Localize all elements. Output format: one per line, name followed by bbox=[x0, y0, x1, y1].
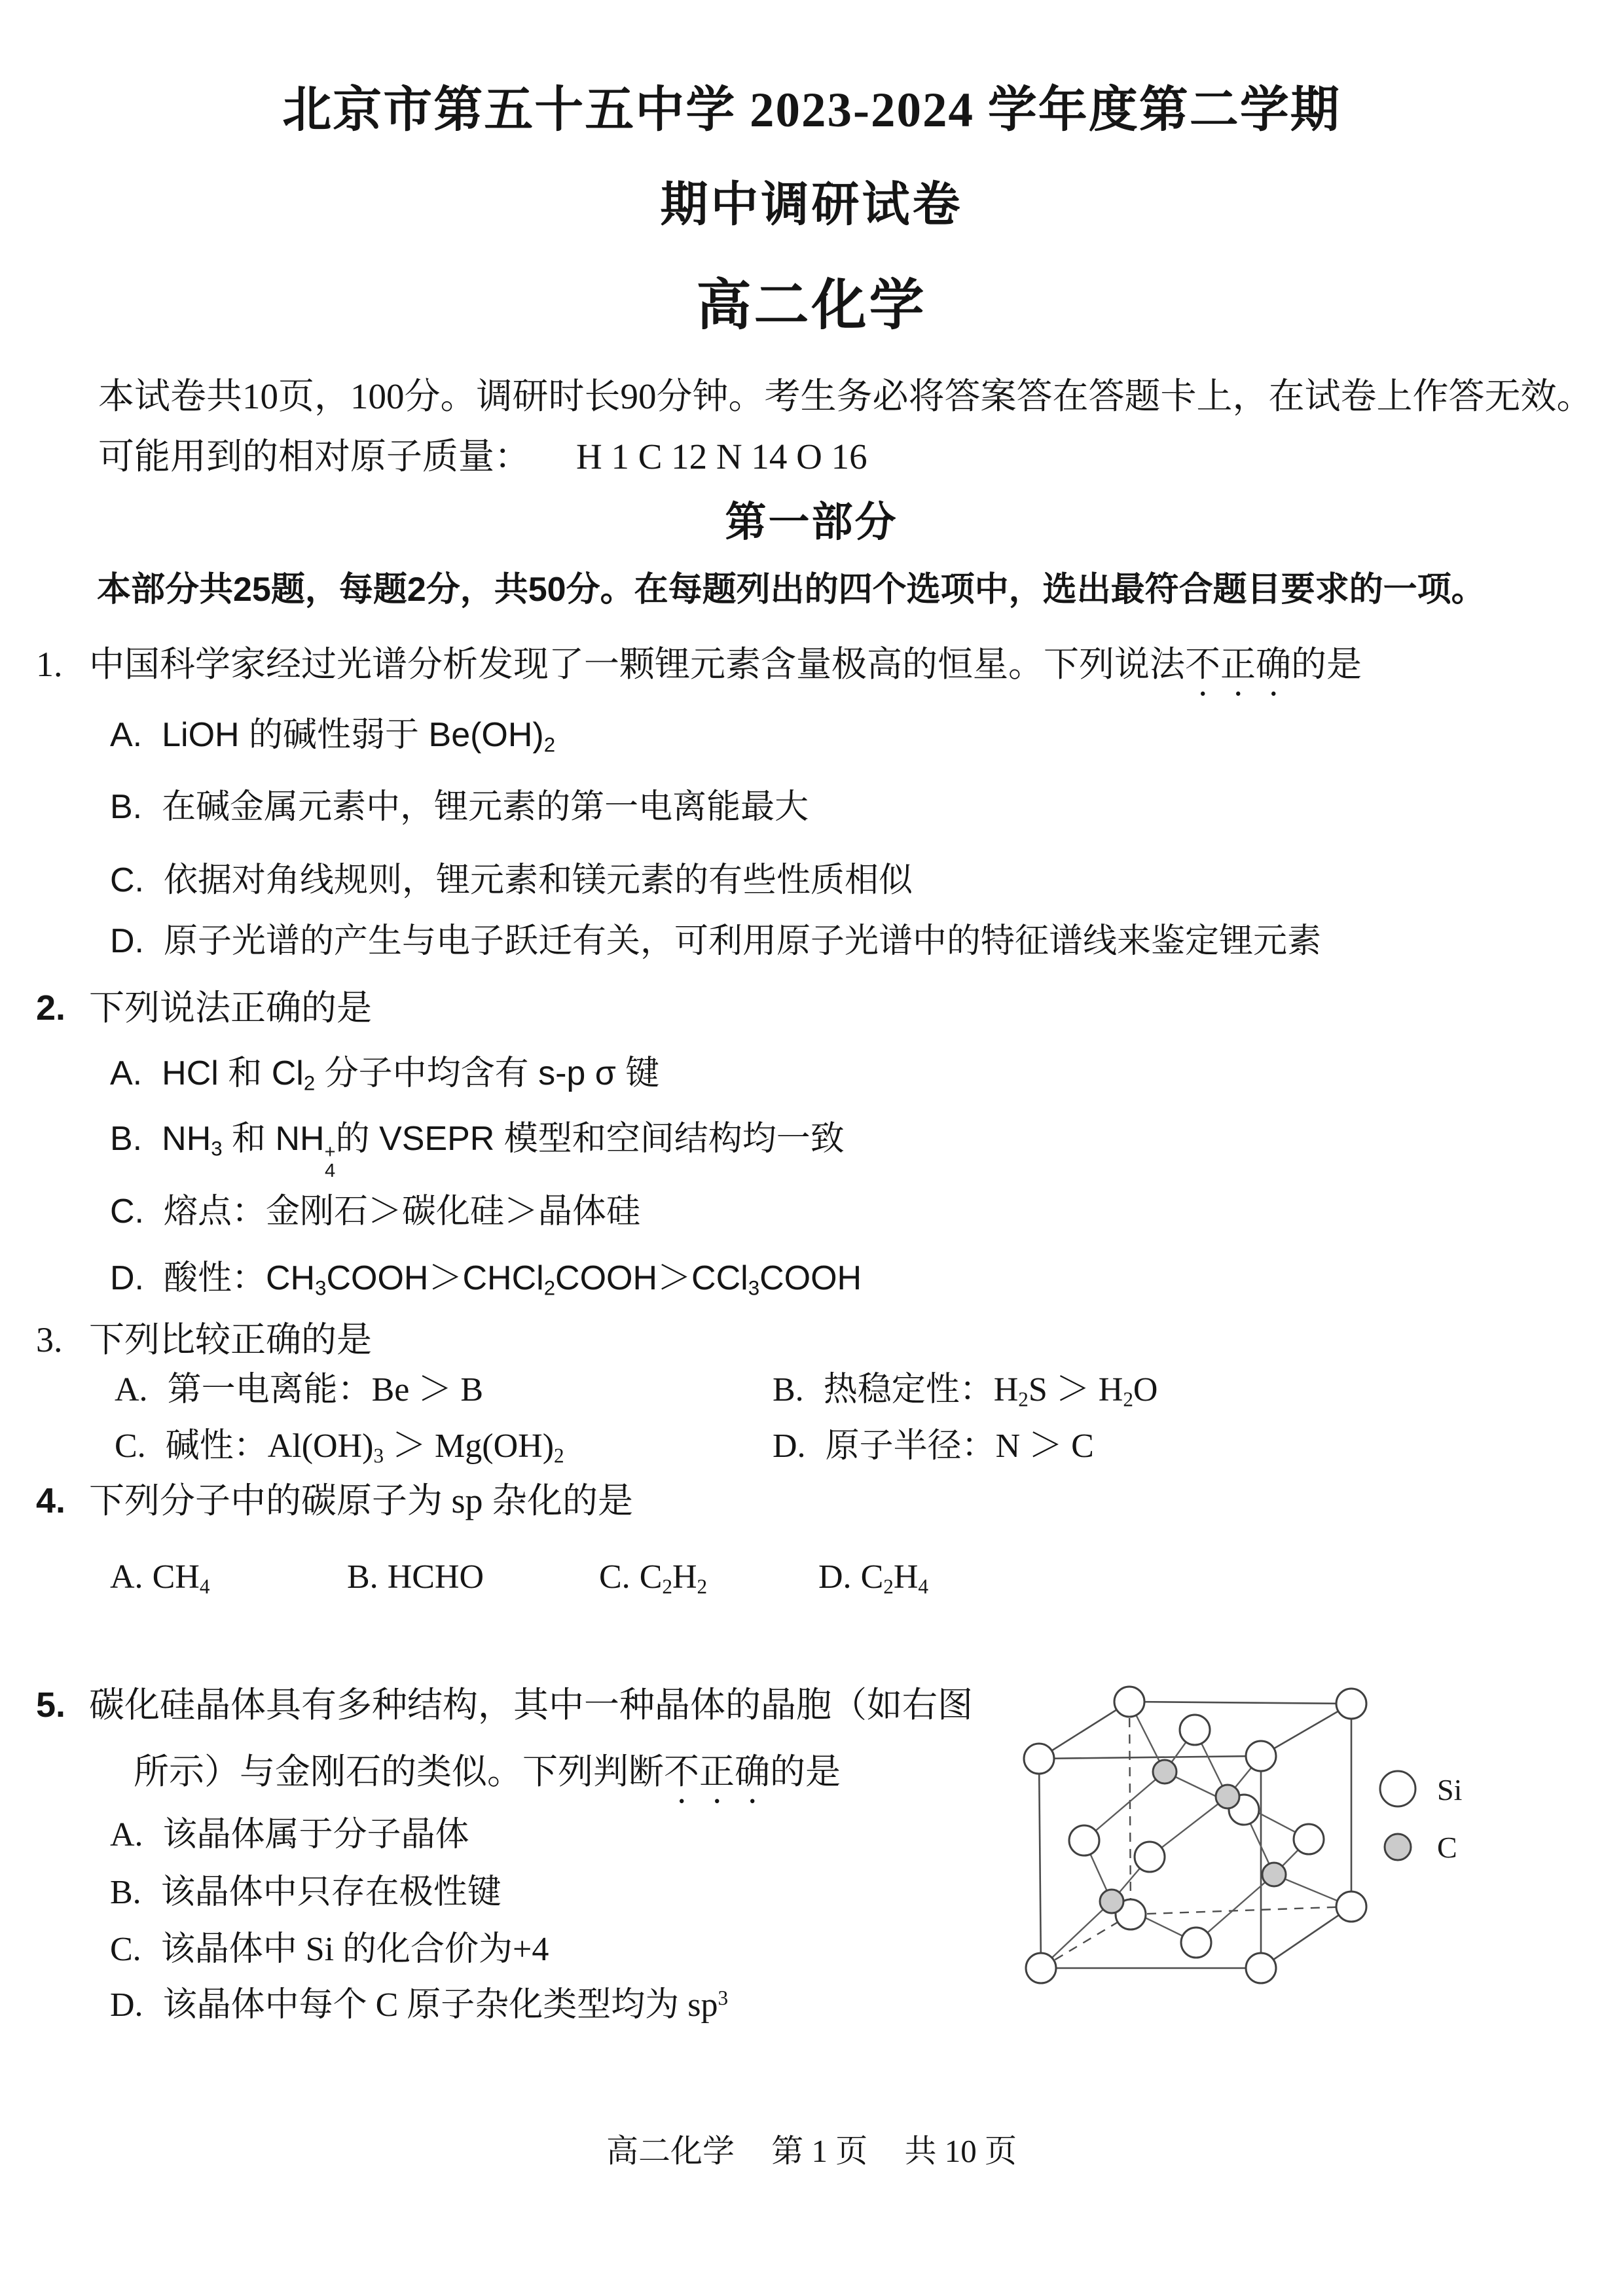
option-label: B. bbox=[110, 1120, 143, 1158]
option-label: B. bbox=[110, 1874, 141, 1911]
question-3-option-a bbox=[115, 1368, 483, 1412]
option-text: 该晶体中只存在极性键 bbox=[160, 1874, 501, 1911]
atomic-mass-line bbox=[98, 433, 867, 480]
question-4-option-a bbox=[110, 1555, 210, 1600]
question-5-stem-line2: 所示）与金刚石的类似。下列判断不正确的是 bbox=[134, 1752, 841, 1791]
question-2-option-a bbox=[110, 1052, 659, 1097]
question-1-option-c bbox=[110, 859, 913, 903]
option-text: HCHO bbox=[387, 1558, 484, 1596]
question-2-option-c bbox=[110, 1190, 640, 1234]
question-1-stem: 中国科学家经过光谱分析发现了一颗锂元素含量极高的恒星。下列说法不正确的是 bbox=[89, 645, 1362, 684]
option-text: 第一电离能：Be ＞ B bbox=[167, 1371, 484, 1408]
question-4-option-b bbox=[347, 1555, 484, 1600]
option-text: 碱性：$Al(OH)_3 > Mg(OH)_2$ bbox=[165, 1427, 564, 1467]
option-label: D. bbox=[110, 922, 144, 960]
option-text: 酸性：$CH_3COOH>CHCl_2COOH>CCl_3COOH$ bbox=[164, 1259, 862, 1300]
option-label: C. bbox=[110, 1193, 144, 1230]
question-4-number: 4. bbox=[36, 1481, 66, 1520]
atomic-mass-values: H 1 C 12 N 14 O 16 bbox=[576, 437, 867, 476]
option-text: 热稳定性：$H_2S > H_2O$ bbox=[823, 1371, 1158, 1411]
option-label: C. bbox=[110, 1931, 141, 1968]
exam-notice: 本试卷共10页，100分。调研时长90分钟。考生务必将答案答在答题卡上，在试卷上作答无效。 bbox=[98, 376, 1593, 416]
question-1-number: 1. bbox=[36, 645, 63, 684]
option-text: HCl 和 $Cl_2$ 分子中均含有 s-p σ 键 bbox=[162, 1054, 660, 1095]
question-2-number: 2. bbox=[36, 988, 66, 1028]
option-label: B. bbox=[110, 788, 143, 826]
option-label: A. bbox=[115, 1371, 148, 1408]
option-text: 依据对角线规则，锂元素和镁元素的有些性质相似 bbox=[164, 861, 913, 899]
option-label: D. bbox=[110, 1259, 144, 1297]
option-text: 该晶体中 Si 的化合价为+4 bbox=[160, 1931, 549, 1968]
option-label: D. bbox=[773, 1427, 806, 1465]
footer-page: 第 1 页 bbox=[771, 2133, 868, 2169]
legend-si-icon bbox=[1380, 1771, 1415, 1806]
question-5-option-c bbox=[110, 1928, 549, 1972]
question-3-stem: 下列比较正确的是 bbox=[89, 1320, 372, 1359]
option-label: C. bbox=[115, 1427, 146, 1465]
question-2-option-d bbox=[110, 1257, 862, 1302]
section-instructions: 本部分共25题，每题2分，共50分。在每题列出的四个选项中，选出最符合题目要求的一项。 bbox=[97, 571, 1486, 609]
question-4-stem: 下列分子中的碳原子为 sp 杂化的是 bbox=[89, 1481, 634, 1520]
question-5-option-b bbox=[110, 1871, 501, 1915]
option-text: $C_2H_2$ bbox=[639, 1558, 708, 1598]
question-3-option-c bbox=[115, 1424, 564, 1469]
option-text: 原子光谱的产生与电子跃迁有关，可利用原子光谱中的特征谱线来鉴定锂元素 bbox=[164, 922, 1322, 960]
option-text: $NH_3$ 和 NH + 4 的 VSEPR 模型和空间结构均一致 bbox=[162, 1120, 845, 1182]
question-3-option-d bbox=[773, 1424, 1094, 1469]
option-label: A. bbox=[110, 716, 143, 754]
question-5-number: 5. bbox=[36, 1685, 66, 1725]
question-5-stem-line1: 碳化硅晶体具有多种结构，其中一种晶体的晶胞（如右图 bbox=[89, 1685, 973, 1725]
option-label: A. bbox=[110, 1816, 143, 1854]
question-3-number: 3. bbox=[36, 1320, 63, 1359]
option-text: LiOH 的碱性弱于 $Be(OH)_2$ bbox=[162, 716, 556, 757]
option-text: 原子半径：N ＞ C bbox=[825, 1427, 1094, 1465]
question-5-option-d bbox=[110, 1983, 728, 2028]
question-4-option-c bbox=[599, 1555, 707, 1600]
option-text: 熔点：金刚石＞碳化硅＞晶体硅 bbox=[164, 1193, 641, 1230]
question-1-option-b bbox=[110, 785, 809, 830]
option-text: $CH_4$ bbox=[152, 1558, 210, 1598]
legend-c-label: C bbox=[1437, 1831, 1457, 1864]
option-label: A. bbox=[110, 1054, 143, 1092]
legend-c-icon bbox=[1385, 1834, 1411, 1860]
option-text: 该晶体中每个 C 原子杂化类型均为 $sp^3$ bbox=[162, 1986, 729, 2024]
option-label: C. bbox=[599, 1558, 630, 1596]
question-2-stem: 下列说法正确的是 bbox=[89, 988, 372, 1028]
option-text: 在碱金属元素中，锂元素的第一电离能最大 bbox=[162, 788, 809, 826]
section-title: 第一部分 bbox=[725, 499, 898, 545]
atomic-mass-label: 可能用到的相对原子质量： bbox=[98, 437, 531, 476]
legend-si-label: Si bbox=[1437, 1773, 1463, 1806]
question-1-option-a bbox=[110, 713, 555, 759]
exam-subtitle: 期中调研试卷 bbox=[660, 178, 963, 231]
option-label: C. bbox=[110, 861, 144, 899]
question-4-option-d bbox=[818, 1555, 928, 1600]
si-atoms bbox=[1024, 1687, 1366, 1983]
question-1-option-d bbox=[110, 920, 1321, 964]
footer-total: 共 10 页 bbox=[904, 2133, 1017, 2169]
figure-legend bbox=[1380, 1771, 1462, 1864]
c-atoms bbox=[1100, 1760, 1286, 1913]
footer-course: 高二化学 bbox=[606, 2133, 735, 2169]
option-text: 该晶体属于分子晶体 bbox=[162, 1816, 469, 1854]
option-label: B. bbox=[347, 1558, 378, 1596]
sic-unit-cell-figure bbox=[1008, 1662, 1512, 2003]
page-footer bbox=[0, 2130, 1623, 2172]
question-3-option-b bbox=[773, 1368, 1158, 1413]
option-label: D. bbox=[818, 1558, 852, 1596]
question-5-option-a bbox=[110, 1813, 469, 1857]
option-label: D. bbox=[110, 1986, 143, 2024]
exam-title: 北京市第五十五中学 2023-2024 学年度第二学期 bbox=[282, 83, 1341, 137]
subject-title: 高二化学 bbox=[696, 274, 927, 336]
question-2-option-b bbox=[110, 1117, 845, 1181]
option-label: A. bbox=[110, 1558, 143, 1596]
option-text: $C_2H_4$ bbox=[860, 1558, 928, 1598]
option-label: B. bbox=[773, 1371, 804, 1408]
